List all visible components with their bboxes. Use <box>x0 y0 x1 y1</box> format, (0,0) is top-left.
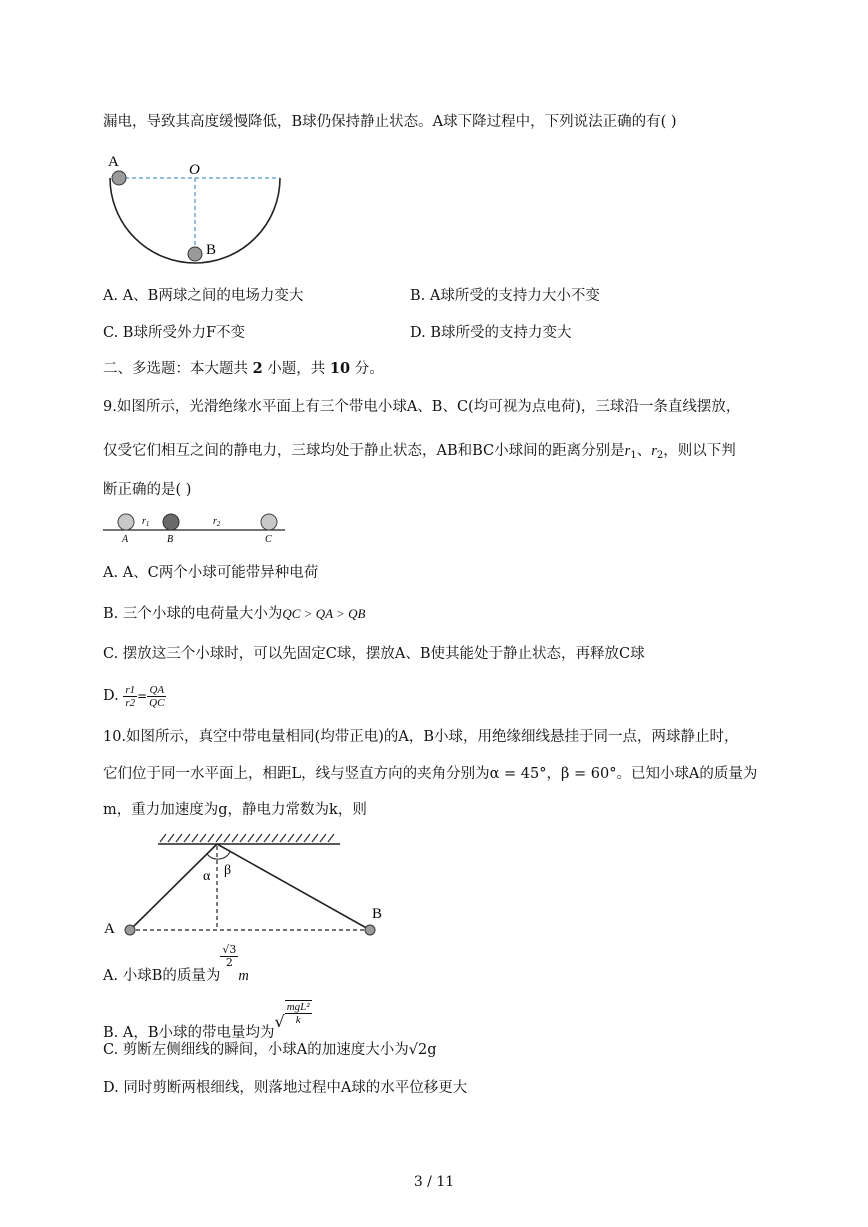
q9-line3: 断正确的是( ) <box>103 482 192 498</box>
q10-label-alpha: α <box>203 869 211 884</box>
q10-option-b: B. A，B小球的带电量均为√ $\frac{\text{mgL²}}{k}$ <box>103 1001 310 1041</box>
q10-line3: m，重力加速度为g，静电力常数为k，则 <box>103 802 367 818</box>
q10-option-a: A. 小球B的质量为 $\frac{√3}{2}$ m <box>103 943 249 984</box>
q10-pendulum-figure <box>100 832 390 942</box>
q10-label-b: B <box>372 906 383 922</box>
svg-text:r1: $r_1$ <box>142 516 150 528</box>
q8-stem: 漏电，导致其高度缓慢降低，B球仍保持静止状态。A球下降过程中，下列说法正确的有( ) <box>103 114 677 130</box>
q10-option-d: D. 同时剪断两根细线，则落地过程中A球的水平位移更大 <box>103 1080 468 1096</box>
page-number: 3 / 11 <box>413 1174 455 1190</box>
q9-option-c: C. 摆放这三个小球时，可以先固定C球，摆放A、B使其能处于静止状态，再释放C球 <box>103 646 645 662</box>
q9-option-b: B. 三个小球的电荷量大小为QC > QA > QB <box>103 606 366 622</box>
q9-three-balls-figure <box>100 508 300 548</box>
q8-option-a: A. A、B两球之间的电场力变大 <box>103 288 304 304</box>
section-heading: 二、多选题：本大题共 2 小题，共 10 分。 <box>103 360 384 377</box>
q8-option-c: C. B球所受外力F不变 <box>103 325 246 341</box>
q8-option-b: B. A球所受的支持力大小不变 <box>410 288 600 304</box>
svg-text:r2: $r_2$ <box>213 516 221 528</box>
q10-label-a: A <box>104 921 115 937</box>
q9-line1: 9.如图所示，光滑绝缘水平面上有三个带电小球A、B、C(均可视为点电荷)，三球沿一条直线摆放， <box>103 399 741 415</box>
q8-label-o: O <box>189 162 200 178</box>
q8-option-d: D. B球所受的支持力变大 <box>410 325 572 341</box>
q8-label-a: A <box>108 154 119 170</box>
q10-label-beta: β <box>224 863 232 878</box>
q9-label-a: A <box>122 534 129 545</box>
q9-line2: 仅受它们相互之间的静电力，三球均处于静止状态，AB和BC小球间的距离分别是$r_1$、$r_2$，则以下判 <box>103 443 736 461</box>
q8-label-b: B <box>206 242 217 258</box>
q10-line1: 10.如图所示，真空中带电量相同(均带正电)的A，B小球，用绝缘细线悬挂于同一点，两球静止时， <box>103 729 739 745</box>
q10-option-c: C. 剪断左侧细线的瞬间，小球A的加速度大小为√2g <box>103 1042 437 1058</box>
q9-label-c: C <box>265 534 272 545</box>
q8-hemisphere-figure <box>100 150 300 270</box>
q10-line2: 它们位于同一水平面上，相距L，线与竖直方向的夹角分别为α = 45°，β = 60°。已知小球A的质量为 <box>103 766 758 782</box>
q9-option-a: A. A、C两个小球可能带异种电荷 <box>103 565 319 581</box>
q9-label-b: B <box>167 534 174 545</box>
q9-option-d: D. $\frac{r1}{r2}$ = $\frac{QA}{QC}$ <box>103 683 165 709</box>
